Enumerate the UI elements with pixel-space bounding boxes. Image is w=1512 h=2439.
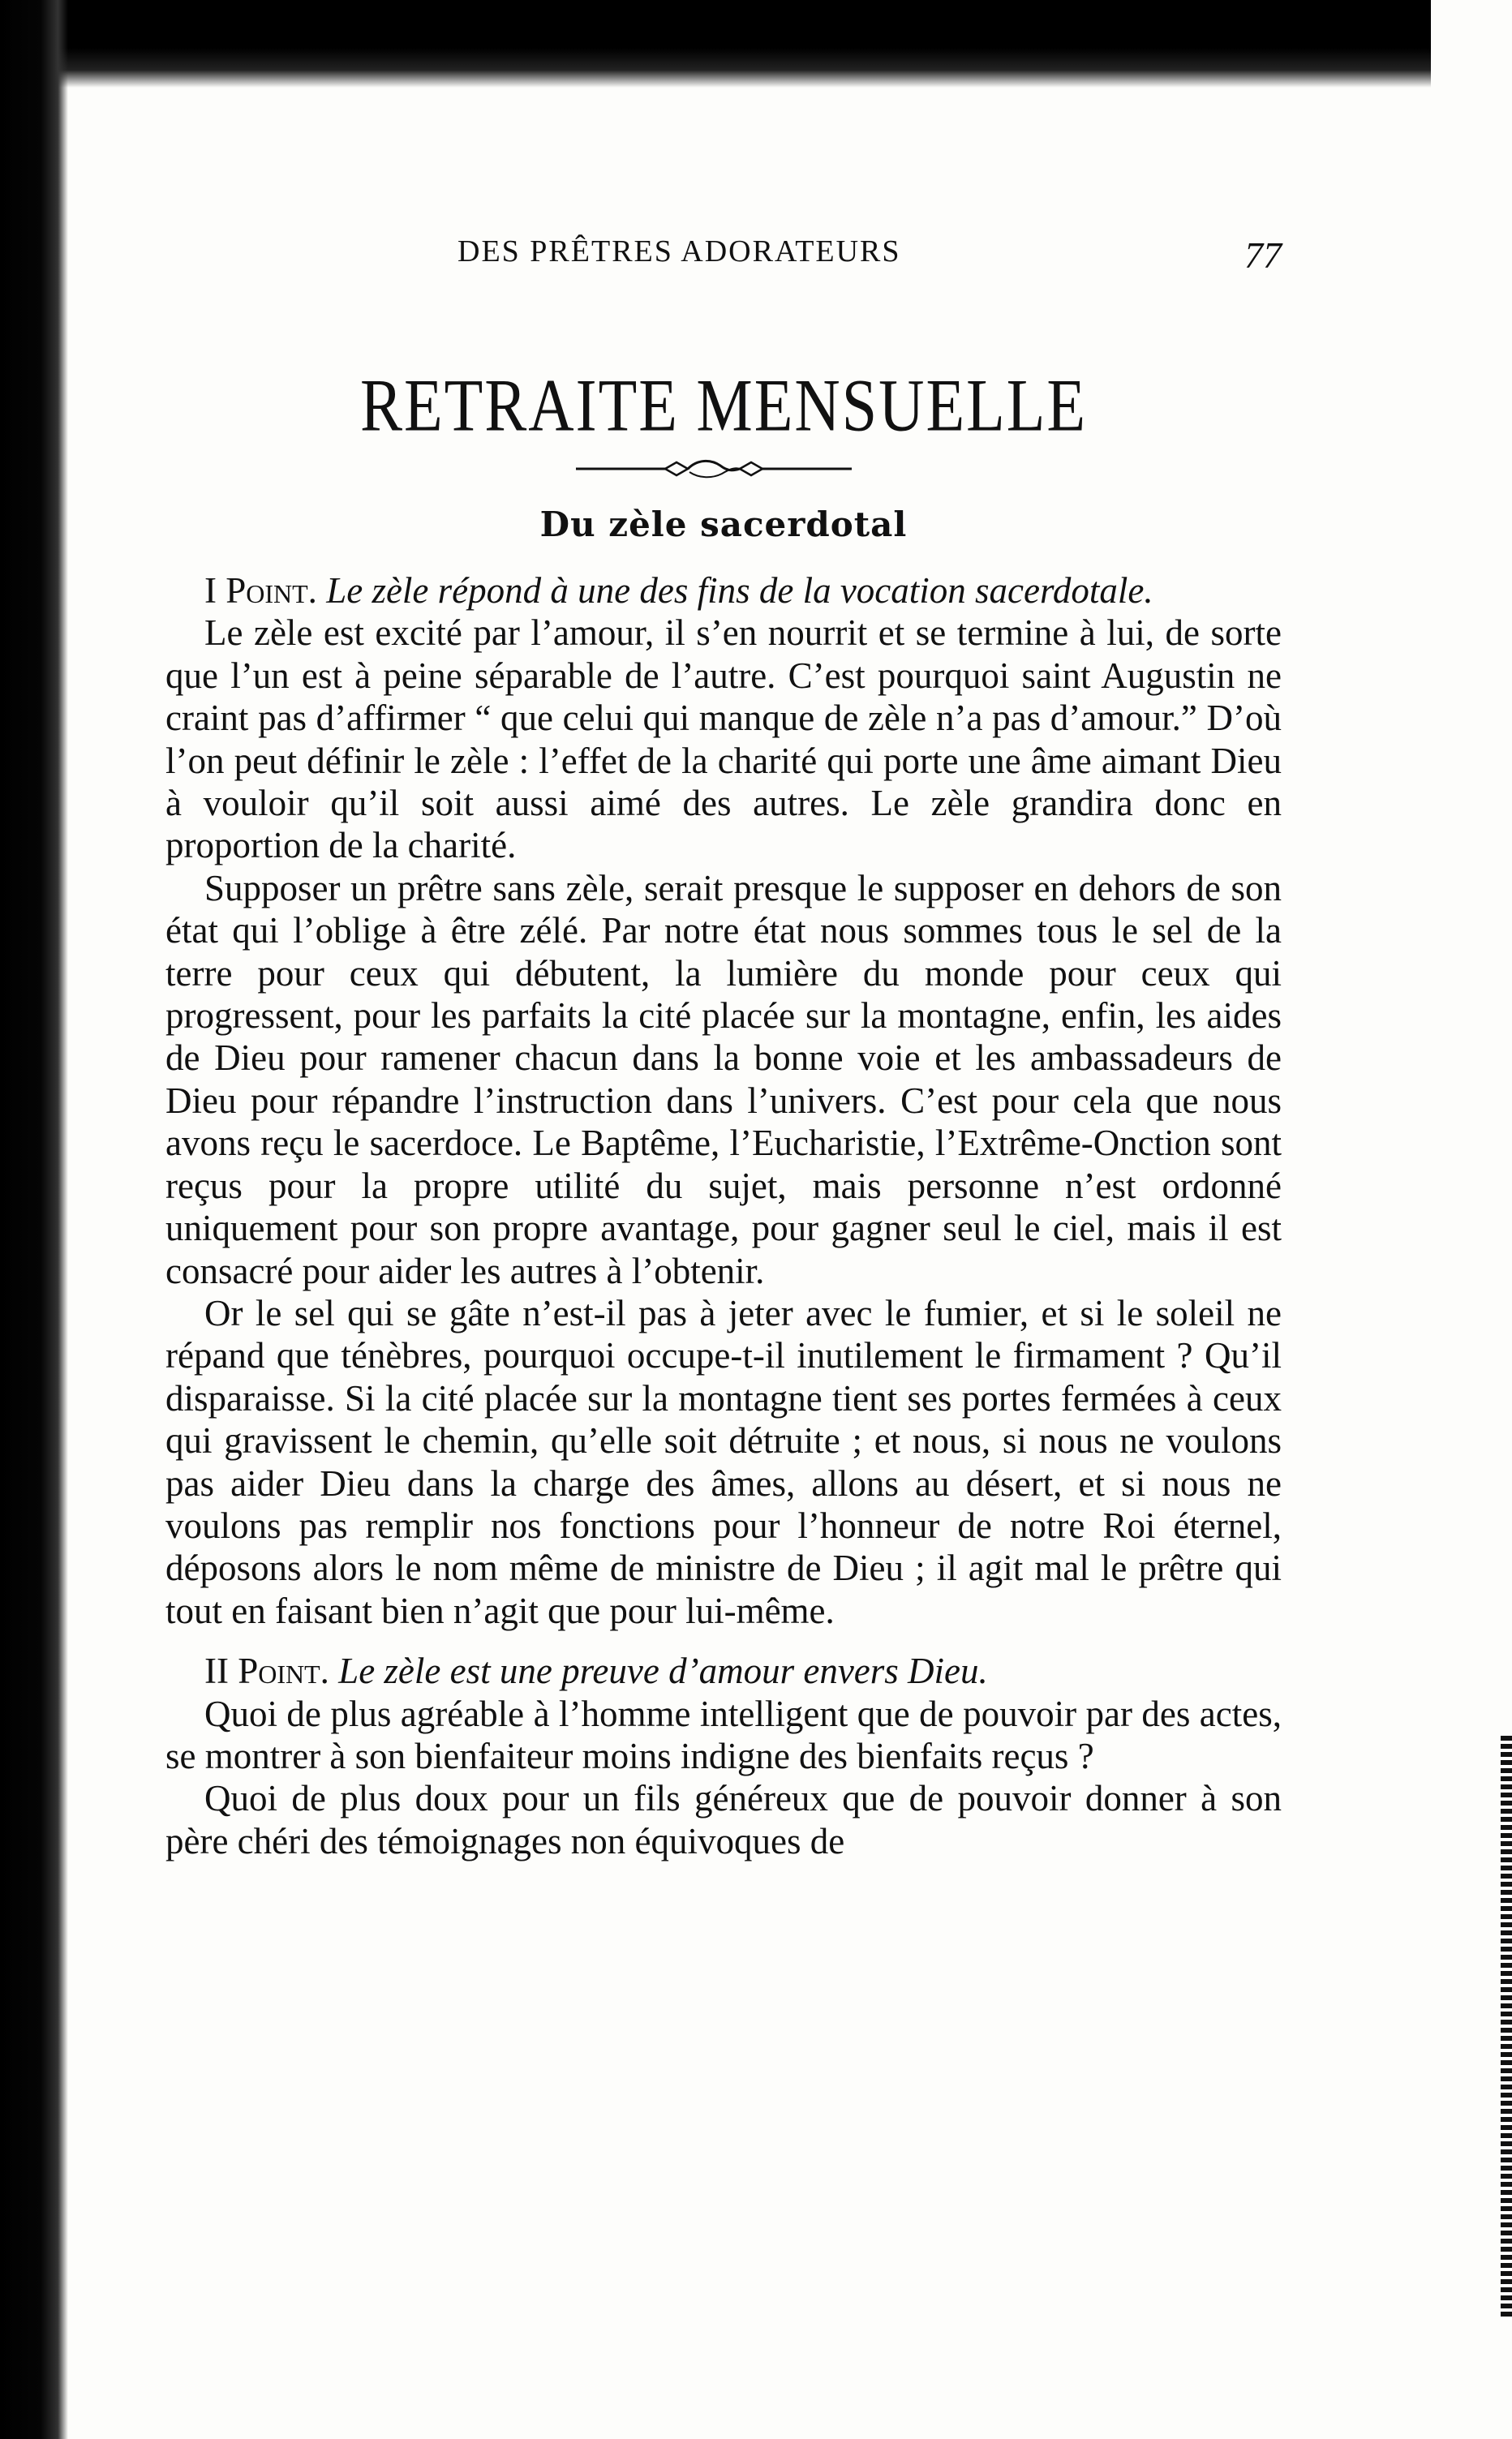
page-number: 77 — [1244, 234, 1282, 276]
body-text — [165, 569, 1282, 1862]
point-one — [165, 569, 1282, 612]
paragraph: Supposer un prêtre sans zèle, serait presque le supposer en dehors de son état qui l’oblige à être zélé. Par notre état nous sommes tous le sel de la terre pour ceux qui débutent, la lumière du monde pour ceux qui progressent, pour les parfaits la cité placée sur la montagne, enfin, les aides de Dieu pour ramener chacun dans la bonne voie et les ambassadeurs de Dieu pour répandre l’instruction dans l’univers. C’est pour cela que nous avons reçu le sacerdoce. Le Baptême, l’Eucharistie, l’Extrême-Onction sont reçus pour la propre utilité du sujet, mais personne n’est ordonné uniquement pour son propre avantage, pour gagner seul le ciel, mais il est consacré pour aider les autres à l’obtenir. — [165, 867, 1282, 1291]
scan-top-border — [0, 0, 1431, 88]
section-subtitle: Du zèle sacerdotal — [539, 505, 908, 544]
paragraph: Le zèle est excité par l’amour, il s’en nourrit et se termine à lui, de sorte que l’un est à peine séparable de l’autre. C’est pourquoi saint Augustin ne craint pas d’affirmer “ que celui qui manque de zèle n’a pas d’amour.” D’où l’on peut définir le zèle : l’effet de la charité qui porte une âme aimant Dieu à vouloir qu’il soit aussi aimé des autres. Le zèle grandira donc en proportion de la charité. — [165, 612, 1282, 866]
chapter-title: RETRAITE MENSUELLE — [359, 363, 1088, 447]
point-two-heading: Le zèle est une preuve d’amour envers Dieu. — [338, 1651, 988, 1692]
point-two-label: II Point. — [204, 1651, 329, 1692]
paragraph: Quoi de plus doux pour un fils généreux que de pouvoir donner à son père chéri des témoignages non équivoques de — [165, 1778, 1282, 1861]
scan-right-edge — [1501, 1736, 1512, 2320]
point-one-label: I Point. — [204, 570, 317, 611]
paragraph: Or le sel qui se gâte n’est-il pas à jeter avec le fumier, et si le soleil ne répand que ténèbres, pourquoi occupe-t-il inutilement le firmament ? Qu’il disparaisse. Si la cité placée sur la montagne tient ses portes fermées à ceux qui gravissent le chemin, qu’elle soit détruite ; et nous, si nous ne voulons pas aider Dieu dans la charge des âmes, allons au désert, et si nous ne voulons pas remplir nos fonctions pour l’honneur de notre Roi éternel, déposons alors le nom même de ministre de Dieu ; il agit mal le prêtre qui tout en faisant bien n’agit que pour lui-même. — [165, 1292, 1282, 1631]
point-two — [165, 1650, 1282, 1692]
ornament-divider — [568, 454, 860, 483]
scan-left-border — [0, 0, 68, 2439]
point-one-heading: Le zèle répond à une des fins de la vocation sacerdotale. — [326, 570, 1153, 611]
running-head — [165, 234, 1282, 282]
running-title: DES PRÊTRES ADORATEURS — [457, 234, 901, 268]
paragraph: Quoi de plus agréable à l’homme intelligent que de pouvoir par des actes, se montrer à son bienfaiteur moins indigne des bienfaits reçus ? — [165, 1693, 1282, 1776]
